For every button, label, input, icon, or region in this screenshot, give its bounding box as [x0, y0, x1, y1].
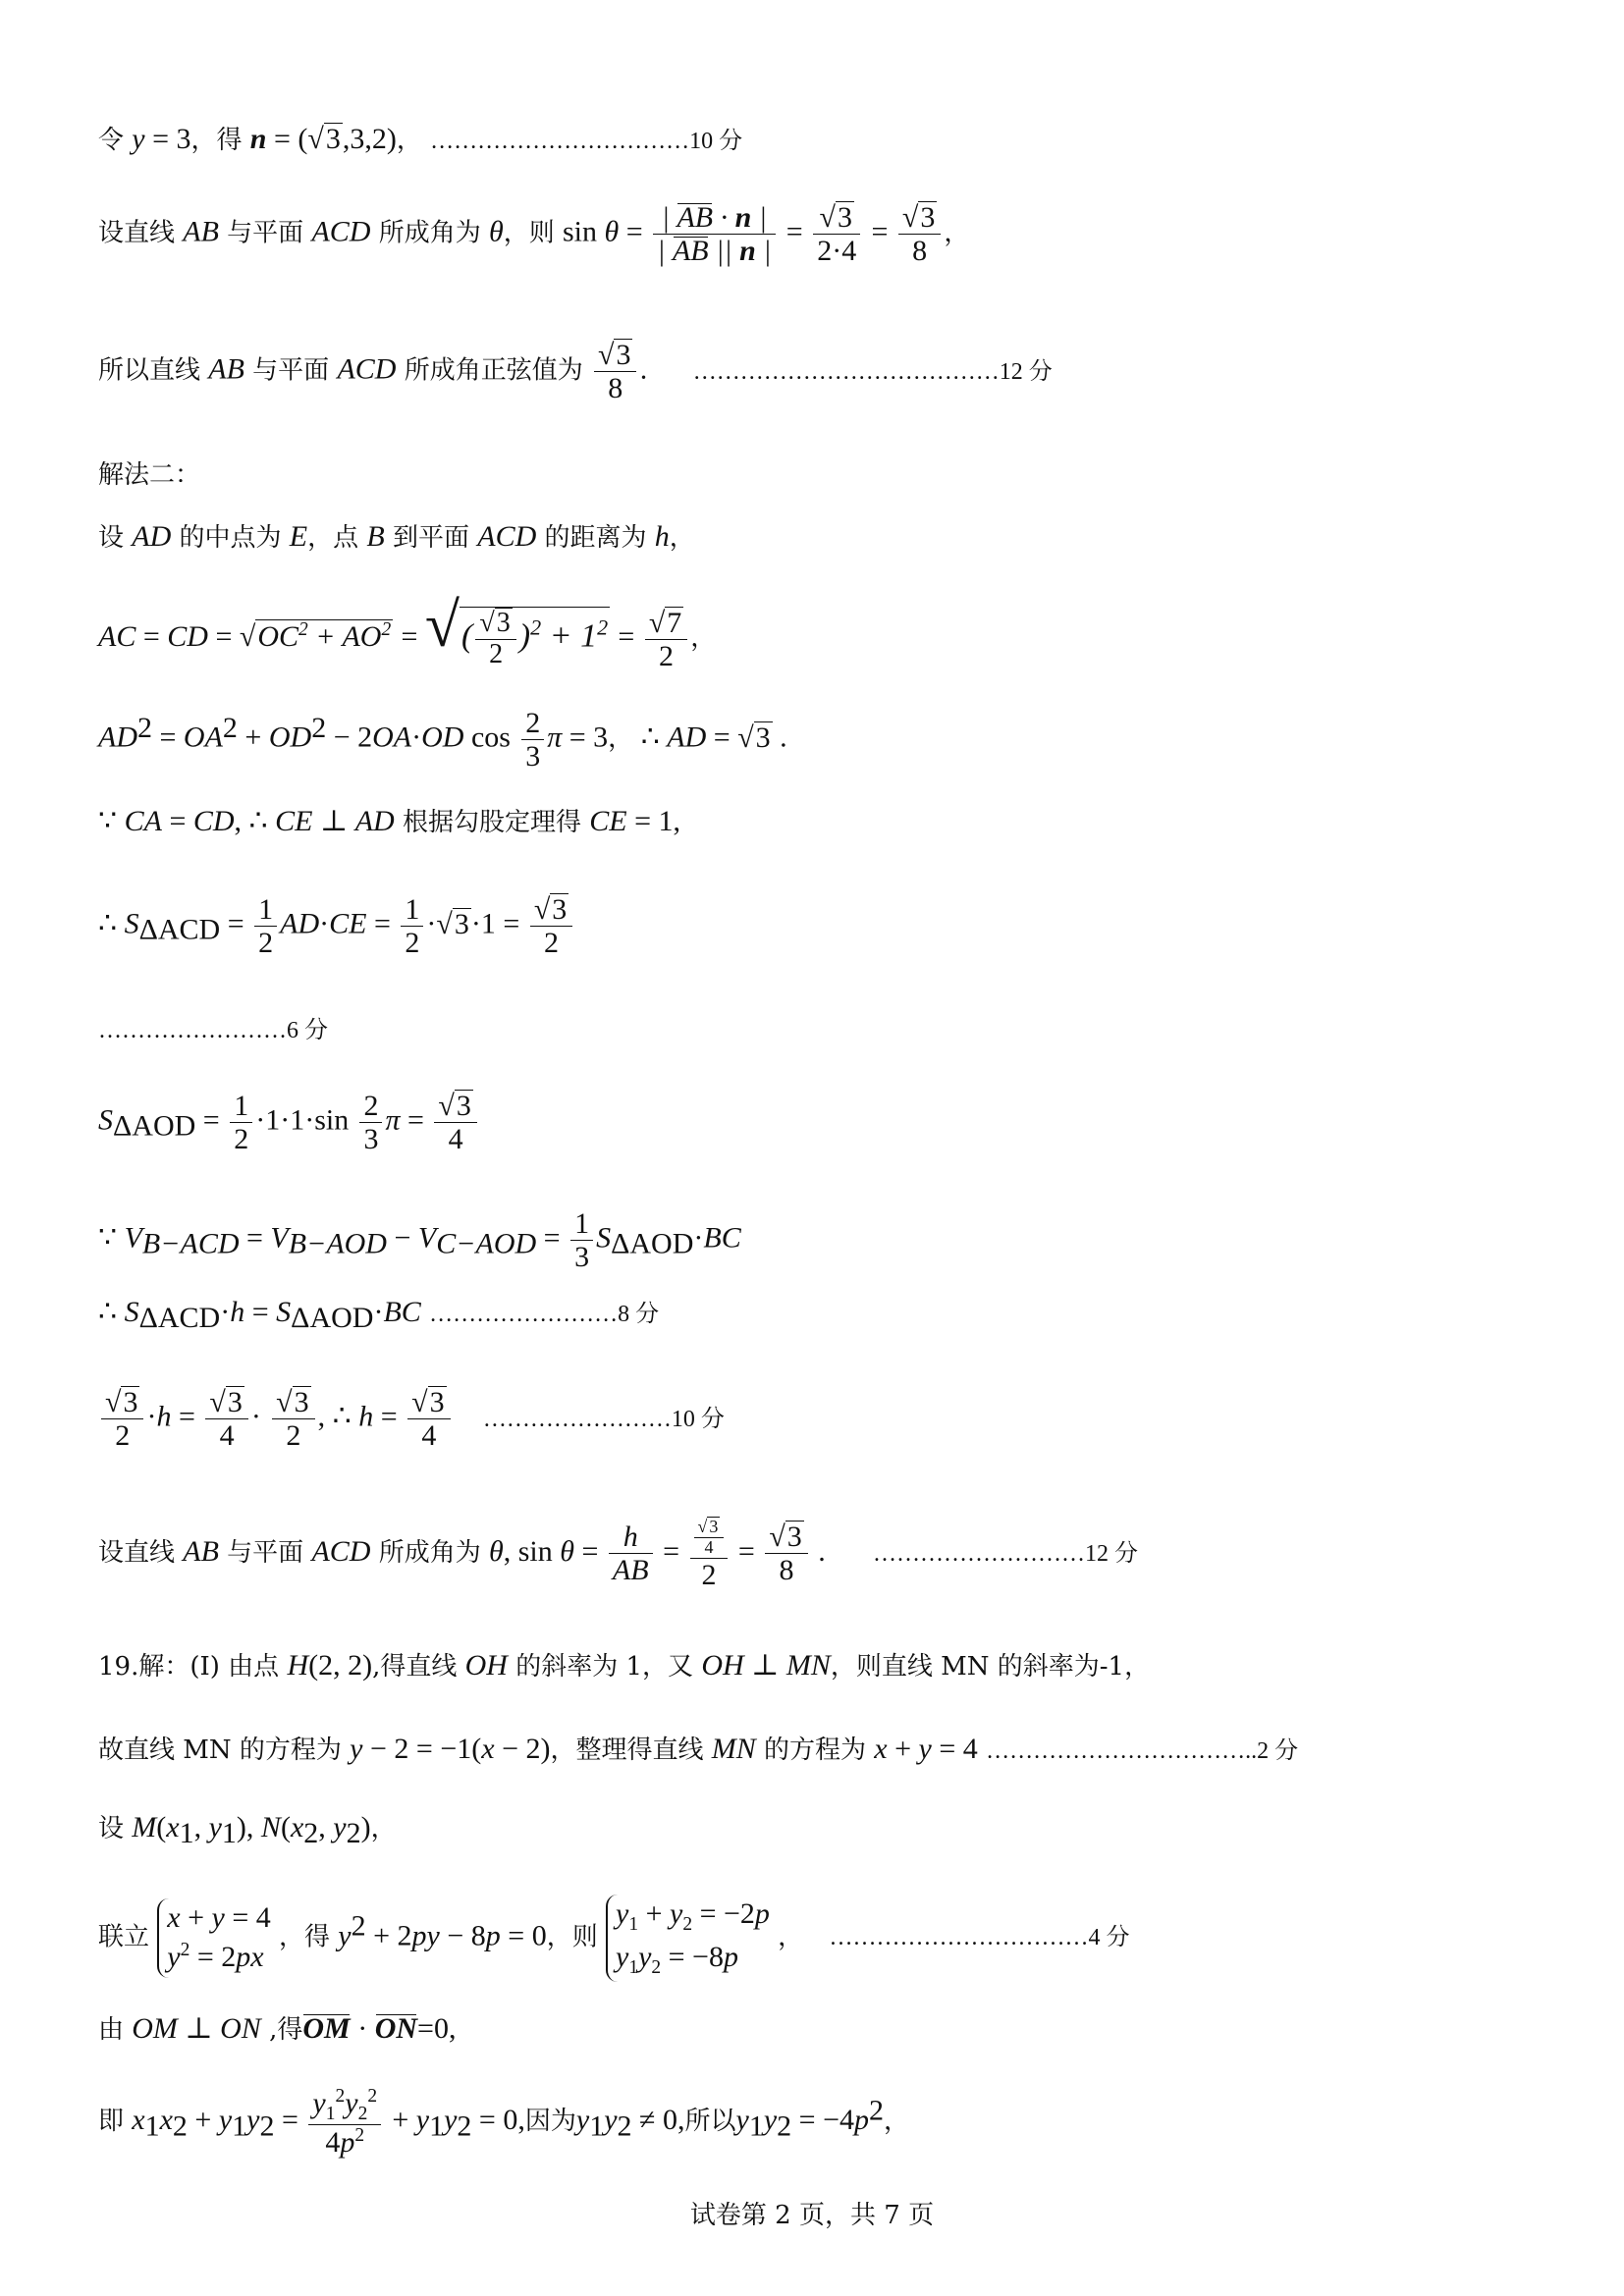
line-16: 19.解：(I) 由点 H(2, 2),得直线 OH 的斜率为 1，又 OH ⊥ MN，则直线 MN 的斜率为-1，	[98, 1649, 1151, 1682]
line-20: 由 OM ⊥ ON ,得OM · ON=0,	[98, 2012, 457, 2045]
line-15: 设直线 AB 与平面 ACD 所成角为 θ, sin θ = $\frac{h}{AB}$ = $\frac{\frac{√ 3}{4}}{2}$ = $\frac{√3}{8}$ . ………………………12 分	[98, 1517, 1139, 1591]
line-8: ∵ CA = CD, ∴ CE ⊥ AD 根据勾股定理得 CE = 1,	[98, 805, 680, 837]
score-6: ……………………6 分	[98, 1018, 328, 1043]
line-19: 联立 x + y = 4 $y^2 = 2px$ ，得 $y^2 + 2py - 8p = 0$，则 $y_1 + y_2 = -2p$ $y_1y_2 = -8p$ ， ……………………………4 分	[98, 1895, 1129, 1982]
line-18: 设 $M(x_1$, $y_1$), $N(x_2$, $y_2$)，	[98, 1811, 397, 1850]
line-13: ∴ $S_{\Delta ACD}\cdot h = S_{\Delta AOD}\cdot BC$ ……………………8 分	[98, 1296, 660, 1335]
score-10-b: ……………………10 分	[482, 1406, 725, 1432]
score-2: ……………………………..2 分	[986, 1738, 1299, 1764]
line-10	[98, 1016, 328, 1045]
line-7: $AD^2 = OA^2 + OD^2 - 2OA\cdot OD$ cos $\frac{2}{3}$ π = 3， ∴ AD = √3 .	[98, 707, 787, 773]
line-6: AC = CD = $√OC^2 + AO^2$ = √( $\frac{√3}{2}$ )$^2 + 1^2$ = $\frac{√7}{2}$ ，	[98, 590, 717, 672]
line-14: $\frac{√3}{2}$ ·h = $\frac{√3}{4}$ · $\frac{√3}{2}$ , ∴ h = $\frac{√3}{4}$ ……………………10 分	[98, 1386, 725, 1452]
score-8: ……………………8 分	[429, 1302, 660, 1327]
score-10-a: ……………………………10 分	[430, 129, 743, 154]
score-12-a: …………………………………12 分	[692, 358, 1053, 385]
line-5: 设 AD 的中点为 E，点 B 到平面 ACD 的距离为 h，	[98, 520, 695, 553]
line-1: 令 y = 3，得 n = (√3,3,2)， ……………………………10 分	[98, 123, 743, 155]
line-2: 设直线 AB 与平面 ACD 所成角为 θ，则 sin θ = $\frac{| AB \cdot n |}{| AB || n |}$ = $\frac{√3}{2\cdot 4}$ = $\frac{√3}{8}$ ，	[98, 201, 970, 267]
line-9: ∴ $S_{\Delta ACD}$ = $\frac{1}{2}$ AD·CE = $\frac{1}{2}$ ·√3·1 = $\frac{√3}{2}$	[98, 893, 575, 959]
line-4: 解法二：	[98, 460, 201, 490]
line-3: 所以直线 AB 与平面 ACD 所成角正弦值为 $\frac{√3}{8}$ ． …………………………………12 分	[98, 339, 1053, 404]
line-21: 即 $x_1x_2 + y_1y_2$ = $\frac{y_1^2y_2^2}{4p^2}$ + $y_1y_2 = 0$,因为$y_1y_2 \ne 0$,所以$y_1y_2 = -4p^2$，	[98, 2086, 910, 2160]
score-12-b: ………………………12 分	[873, 1540, 1139, 1567]
line-11: $S_{\Delta AOD}$ = $\frac{1}{2}$ ·1·1·sin $\frac{2}{3}$ π = $\frac{√3}{4}$	[98, 1090, 480, 1155]
score-4: ……………………………4 分	[829, 1925, 1130, 1951]
page-footer: 试卷第 2 页，共 7 页	[689, 2201, 935, 2230]
line-12: ∵ $V_{B-ACD} = V_{B-AOD} - V_{C-AOD}$ = $\frac{1}{3}$ $S_{\Delta AOD}\cdot BC$	[98, 1207, 741, 1273]
line-17: 故直线 MN 的方程为 y − 2 = −1(x − 2)，整理得直线 MN 的方程为 x + y = 4 ……………………………..2 分	[98, 1733, 1299, 1765]
